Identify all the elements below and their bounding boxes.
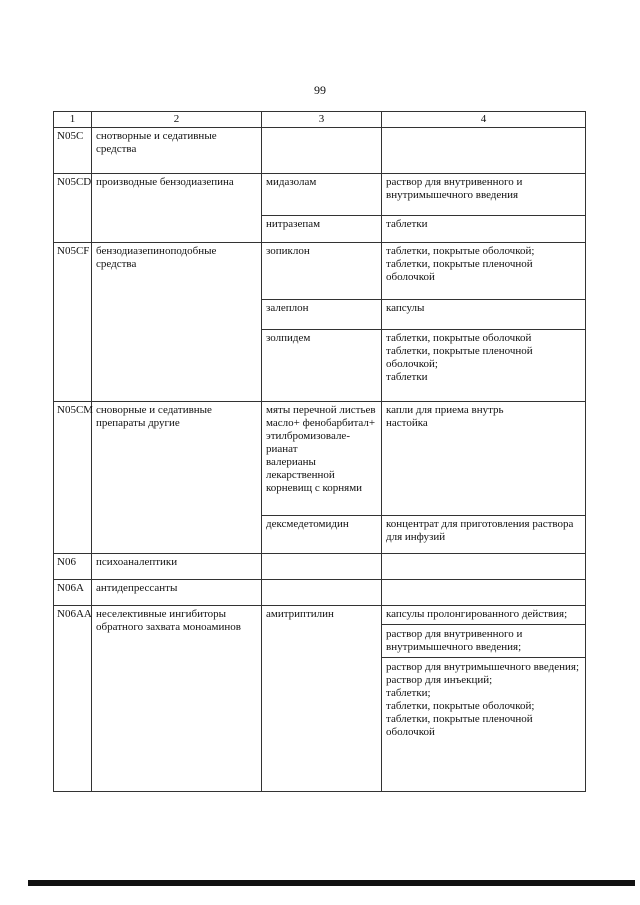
table-row (54, 243, 586, 300)
drug-name: золпидем (262, 330, 382, 402)
drug-name: мяты перечной листьев масло+ фенобарбитал+ этилбромизовале- рианат валерианы лекарственной корневищ с корнями (262, 402, 382, 516)
drug-name (262, 128, 382, 174)
page-number: 99 (314, 83, 326, 97)
dosage-form (382, 554, 586, 580)
drug-name: залеплон (262, 300, 382, 330)
column-header-2: 2 (92, 112, 262, 128)
table-row (54, 128, 586, 174)
atc-code: N05CM (54, 402, 92, 554)
drug-table (53, 111, 586, 792)
group-name: антидепрессанты (92, 580, 262, 606)
footer-rule (28, 880, 635, 886)
dosage-form: капли для приема внутрь настойка (382, 402, 586, 516)
drug-name: нитразепам (262, 216, 382, 243)
group-name: снотворные и седативные средства (92, 128, 262, 174)
drug-name (262, 580, 382, 606)
drug-name: мидазолам (262, 174, 382, 216)
group-name: неселективные ингибиторы обратного захвата моноаминов (92, 606, 262, 792)
atc-code: N06AA (54, 606, 92, 792)
group-name: бензодиазепиноподобные средства (92, 243, 262, 402)
dosage-form: капсулы пролонгированного действия; (386, 608, 568, 620)
dosage-form: концентрат для приготовления раствора для инфузий (382, 516, 586, 554)
dosage-form: раствор для внутримышечного введения; раствор для инъекций; таблетки; таблетки, покрытые оболочкой; таблетки, покрытые пленочной оболочкой (382, 657, 585, 739)
atc-code: N05CF (54, 243, 92, 402)
dosage-form: раствор для внутривенного и внутримышечного введения (382, 174, 586, 216)
drug-name: амитриптилин (262, 606, 382, 792)
dosage-form (382, 128, 586, 174)
atc-code: N06A (54, 580, 92, 606)
dosage-form (382, 580, 586, 606)
group-name: производные бензодиазепина (92, 174, 262, 243)
group-name: психоаналептики (92, 554, 262, 580)
dosage-form: таблетки, покрытые оболочкой таблетки, покрытые пленочной оболочкой; таблетки (382, 330, 586, 402)
atc-code: N05C (54, 128, 92, 174)
table-row (54, 606, 586, 792)
column-header-3: 3 (262, 112, 382, 128)
dosage-form: таблетки, покрытые оболочкой; таблетки, покрытые пленочной оболочкой (382, 243, 586, 300)
dosage-form: раствор для внутривенного и внутримышечного введения; (382, 624, 585, 654)
table-row (54, 402, 586, 516)
table-header-row (54, 112, 586, 128)
dosage-form: таблетки (382, 216, 586, 243)
table-row (54, 554, 586, 580)
atc-code: N05CD (54, 174, 92, 243)
drug-name: дексмедетомидин (262, 516, 382, 554)
drug-name: зопиклон (262, 243, 382, 300)
dosage-form-cell (382, 606, 586, 792)
column-header-4: 4 (382, 112, 586, 128)
atc-code: N06 (54, 554, 92, 580)
group-name: сноворные и седативные препараты другие (92, 402, 262, 554)
table-row (54, 174, 586, 216)
drug-name (262, 554, 382, 580)
table-row (54, 580, 586, 606)
column-header-1: 1 (54, 112, 92, 128)
dosage-form: капсулы (382, 300, 586, 330)
